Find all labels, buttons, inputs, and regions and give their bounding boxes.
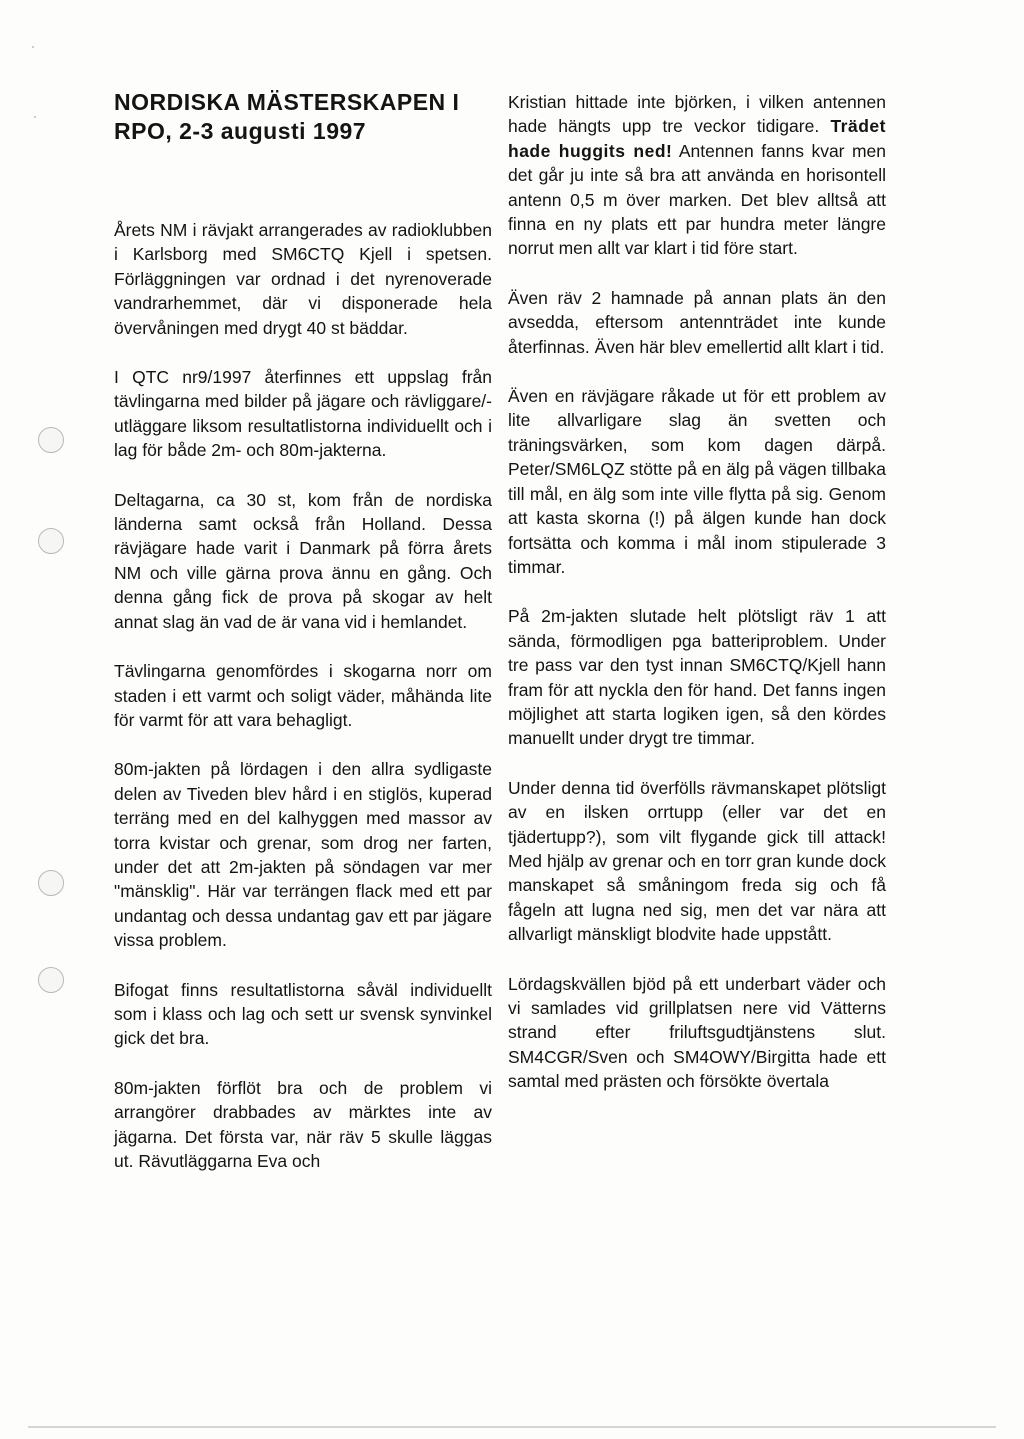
right-paragraph-3: Även en rävjägare råkade ut för ett problem av lite allvarligare slag än svetten och träningsvärken, som kom dagen därpå. Peter/SM6LQZ stötte på en älg på vägen tillbaka till mål, en älg som inte ville flytta på sig. Genom att kasta skorna (!) på älgen kunde han dock fortsätta och komma i mål inom stipulerade 3 timmar. [508,386,886,577]
left-paragraph-5: 80m-jakten på lördagen i den allra sydligaste delen av Tiveden blev hård i en stiglös, kuperad terräng med en del kalhyggen med massor av torra kvistar och grenar, som drog ner farten, under det att 2m-jakten på söndagen var mer "mänsklig". Här var terrängen flack med ett par undantag och dessa undantag gav ett par jägare vissa problem. [114,759,492,951]
left-paragraph-7: 80m-jakten förflöt bra och de problem vi arrangörer drabbades av märktes inte av jägarna. Det första var, när räv 5 skulle läggas ut. Rävutläggarna Eva och [114,1077,492,1171]
bottom-edge-divider [28,1426,996,1428]
right-paragraph-1-start: Kristian hittade inte björken, i vilken antennen hade hängts upp tre veckor tidigare. [508,92,886,137]
right-paragraph-5: Under denna tid överfölls rävmanskapet plötsligt av en ilsken orrtupp (eller var det en tjädertupp?), som vilt flygande gick till attack! Med hjälp av grenar och en torr gran kunde dock manskapet så småningom freda sig och få fågeln att lugna ned sig, men det var nära att allvarligt mänskligt blodvite hade uppstått. [508,777,886,945]
left-paragraph-3: Deltagarna, ca 30 st, kom från de nordiska länderna samt också från Holland. Dessa rävjägare hade varit i Danmark på förra årets NM och ville gärna prova ännu en gång. Och denna gång fick de prova på skogar av helt annat slag än vad de är vana vid i hemlandet. [114,489,492,632]
left-paragraph-4: Tävlingarna genomfördes i skogarna norr om staden i ett varmt och soligt väder, måhända lite för varmt för att vara behagligt. [114,661,492,730]
article-title: NORDISKA MÄSTERSKAPEN I RPO, 2-3 augusti 1997 [114,89,460,144]
punch-hole-2-icon [38,528,64,554]
right-paragraph-2: Även räv 2 hamnade på annan plats än den avsedda, eftersom antennträdet inte kunde återfinnas. Även här blev emellertid allt klart i tid. [508,287,886,357]
right-column [508,90,886,1119]
left-paragraph-1: Årets NM i rävjakt arrangerades av radioklubben i Karlsborg med SM6CTQ Kjell i spetsen. Förläggningen var ordnad i det nyrenoverade vandrarhemmet, där vi disponerade hela övervåningen med drygt 40 st bäddar. [114,220,492,338]
punch-hole-3-icon [38,870,64,896]
punch-hole-1-icon [38,427,64,453]
left-column [114,88,492,1198]
punch-hole-4-icon [38,967,64,993]
right-paragraph-1 [508,90,886,261]
left-paragraph-2: I QTC nr9/1997 återfinnes ett uppslag från tävlingarna med bilder på jägare och rävliggare/-utläggare liksom resultatlistorna individuellt och i lag för både 2m- och 80m-jakterna. [114,367,492,461]
right-paragraph-1-end: Antennen fanns kvar men det går ju inte så bra att använda en horisontell antenn 0,5 m över marken. Det blev alltså att finna en ny plats ett par hundra meter längre norrut men allt var klart i tid före start. [508,140,886,259]
right-paragraph-6: Lördagskvällen bjöd på ett underbart väder och vi samlades vid grillplatsen nere vid Vätterns strand efter friluftsgudtjänstens slut. SM4CGR/Sven och SM4OWY/Birgitta hade ett samtal med prästen och försökte övertala [508,973,886,1092]
scan-speck [32,46,34,48]
right-paragraph-4: På 2m-jakten slutade helt plötsligt räv 1 att sända, förmodligen pga batteriproblem. Under tre pass var den tyst innan SM6CTQ/Kjell hann fram för att nyckla den för hand. Det fanns ingen möjlighet att starta logiken igen, så den kördes manuellt under drygt tre timmar. [508,606,886,749]
scan-speck [34,116,36,118]
emphasized-sentence: Trädet hade huggits ned! [508,116,886,161]
left-paragraph-6: Bifogat finns resultatlistorna såväl individuellt som i klass och lag och sett ur svensk synvinkel gick det bra. [114,979,492,1049]
